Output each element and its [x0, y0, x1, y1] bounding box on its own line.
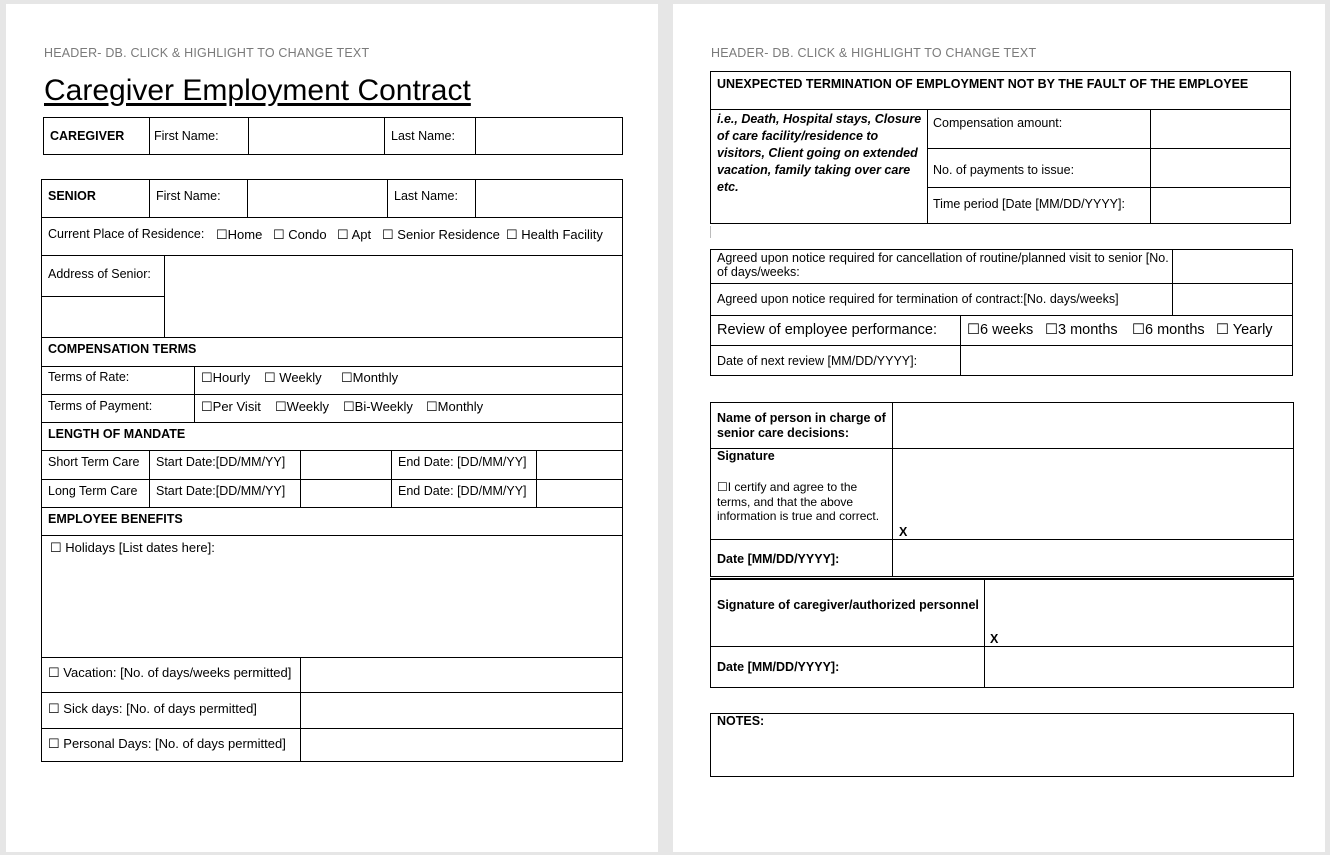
caregiver-last-name-label: Last Name:: [391, 129, 455, 143]
senior-last-name-field[interactable]: [476, 180, 622, 216]
payment-option-bi-weekly[interactable]: ☐Bi-Weekly: [343, 399, 413, 414]
review-option-3-months[interactable]: ☐3 months: [1045, 322, 1118, 338]
benefits-heading: EMPLOYEE BENEFITS: [48, 512, 183, 526]
residence-label: Current Place of Residence:: [48, 227, 205, 241]
cancellation-notice-field[interactable]: [1173, 250, 1292, 283]
compensation-amount-field[interactable]: [1151, 110, 1290, 148]
notes-label: NOTES:: [717, 714, 765, 728]
next-review-label: Date of next review [MM/DD/YYYY]:: [717, 354, 918, 368]
senior-first-name-field[interactable]: [248, 180, 387, 216]
cancellation-notice-label: Agreed upon notice required for cancellation of routine/planned visit to senior [No. of days/weeks:: [717, 251, 1169, 279]
caregiver-date-field[interactable]: [985, 647, 1293, 687]
notes-box[interactable]: [710, 713, 1294, 777]
vacation-field[interactable]: [301, 658, 622, 692]
residence-option-health-facility[interactable]: ☐ Health Facility: [506, 227, 603, 242]
termination-notice-label: Agreed upon notice required for termination of contract:[No. days/weeks]: [717, 292, 1119, 306]
compensation-heading: COMPENSATION TERMS: [48, 342, 197, 356]
decision-signature-field[interactable]: [893, 449, 1293, 539]
address-label: Address of Senior:: [48, 267, 151, 281]
long-term-label: Long Term Care: [48, 484, 138, 498]
page-header[interactable]: HEADER- DB. CLICK & HIGHLIGHT TO CHANGE TEXT: [44, 46, 370, 60]
termination-description: i.e., Death, Hospital stays, Closure of care facility/residence to visitors, Client going on extended vacation, family taking over care etc.: [717, 112, 922, 194]
personal-days-checkbox[interactable]: ☐ Personal Days: [No. of days permitted]: [48, 736, 286, 751]
senior-heading: SENIOR: [48, 189, 96, 203]
caregiver-first-name-label: First Name:: [154, 129, 219, 143]
decision-maker-label: Name of person in charge of senior care decisions:: [717, 411, 886, 440]
next-review-field[interactable]: [961, 346, 1292, 375]
decision-date-field[interactable]: [893, 540, 1293, 576]
decision-signature-label: Signature: [717, 449, 775, 463]
residence-option-condo[interactable]: ☐ Condo: [273, 227, 327, 242]
senior-first-name-label: First Name:: [156, 189, 221, 203]
time-period-label: Time period [Date [MM/DD/YYYY]:: [933, 197, 1125, 211]
short-term-end-label: End Date: [DD/MM/YY]: [398, 455, 527, 469]
caregiver-signature-mark: X: [990, 632, 999, 646]
short-term-start-label: Start Date:[DD/MM/YY]: [156, 455, 286, 469]
termination-notice-field[interactable]: [1173, 284, 1292, 315]
payment-option-weekly[interactable]: ☐Weekly: [275, 399, 330, 414]
payments-count-field[interactable]: [1151, 149, 1290, 187]
caregiver-heading: CAREGIVER: [50, 129, 125, 143]
decision-date-label: Date [MM/DD/YYYY]:: [717, 552, 840, 566]
rate-option-monthly[interactable]: ☐Monthly: [341, 370, 399, 385]
short-term-end-field[interactable]: [537, 451, 622, 478]
contract-page-1: [6, 4, 658, 852]
sick-days-checkbox[interactable]: ☐ Sick days: [No. of days permitted]: [48, 701, 257, 716]
long-term-start-field[interactable]: [301, 480, 391, 507]
long-term-end-label: End Date: [DD/MM/YY]: [398, 484, 527, 498]
vacation-checkbox[interactable]: ☐ Vacation: [No. of days/weeks permitted]: [48, 665, 292, 680]
residence-option-home[interactable]: ☐Home: [216, 227, 263, 242]
payment-label: Terms of Payment:: [48, 399, 153, 413]
residence-option-apt[interactable]: ☐ Apt: [337, 227, 372, 242]
short-term-start-field[interactable]: [301, 451, 391, 478]
payment-option-monthly[interactable]: ☐Monthly: [426, 399, 484, 414]
mandate-heading: LENGTH OF MANDATE: [48, 427, 186, 441]
certify-checkbox[interactable]: ☐I certify and agree to the terms, and that the above information is true and correct.: [717, 480, 880, 523]
payments-count-label: No. of payments to issue:: [933, 163, 1075, 177]
caregiver-signature-field[interactable]: [985, 580, 1293, 646]
senior-last-name-label: Last Name:: [394, 189, 458, 203]
contract-page-2: [673, 4, 1325, 852]
rate-option-hourly[interactable]: ☐Hourly: [201, 370, 251, 385]
page-header[interactable]: HEADER- DB. CLICK & HIGHLIGHT TO CHANGE TEXT: [711, 46, 1037, 60]
review-option-6-months[interactable]: ☐6 months: [1132, 322, 1205, 338]
caregiver-signature-label: Signature of caregiver/authorized personnel: [717, 598, 979, 612]
compensation-amount-label: Compensation amount:: [933, 116, 1063, 130]
caregiver-first-name-field[interactable]: [249, 118, 384, 154]
caregiver-last-name-field[interactable]: [476, 118, 622, 154]
decision-maker-field[interactable]: [893, 403, 1293, 448]
long-term-start-label: Start Date:[DD/MM/YY]: [156, 484, 286, 498]
long-term-end-field[interactable]: [537, 480, 622, 507]
review-option-yearly[interactable]: ☐ Yearly: [1216, 322, 1273, 338]
document-title[interactable]: Caregiver Employment Contract: [44, 74, 471, 107]
residence-option-senior-residence[interactable]: ☐ Senior Residence: [382, 227, 500, 242]
decision-signature-mark: X: [899, 525, 908, 539]
short-term-label: Short Term Care: [48, 455, 140, 469]
review-label: Review of employee performance:: [717, 322, 938, 338]
address-field[interactable]: [165, 256, 622, 337]
sick-days-field[interactable]: [301, 693, 622, 728]
holidays-checkbox[interactable]: ☐ Holidays [List dates here]:: [50, 540, 215, 555]
termination-heading: UNEXPECTED TERMINATION OF EMPLOYMENT NOT BY THE FAULT OF THE EMPLOYEE: [717, 77, 1249, 91]
review-option-6-weeks[interactable]: ☐6 weeks: [967, 322, 1034, 338]
rate-option-weekly[interactable]: ☐ Weekly: [264, 370, 322, 385]
rate-label: Terms of Rate:: [48, 370, 130, 384]
personal-days-field[interactable]: [301, 729, 622, 762]
caregiver-date-label: Date [MM/DD/YYYY]:: [717, 660, 840, 674]
time-period-field[interactable]: [1151, 188, 1290, 223]
payment-option-per-visit[interactable]: ☐Per Visit: [201, 399, 261, 414]
